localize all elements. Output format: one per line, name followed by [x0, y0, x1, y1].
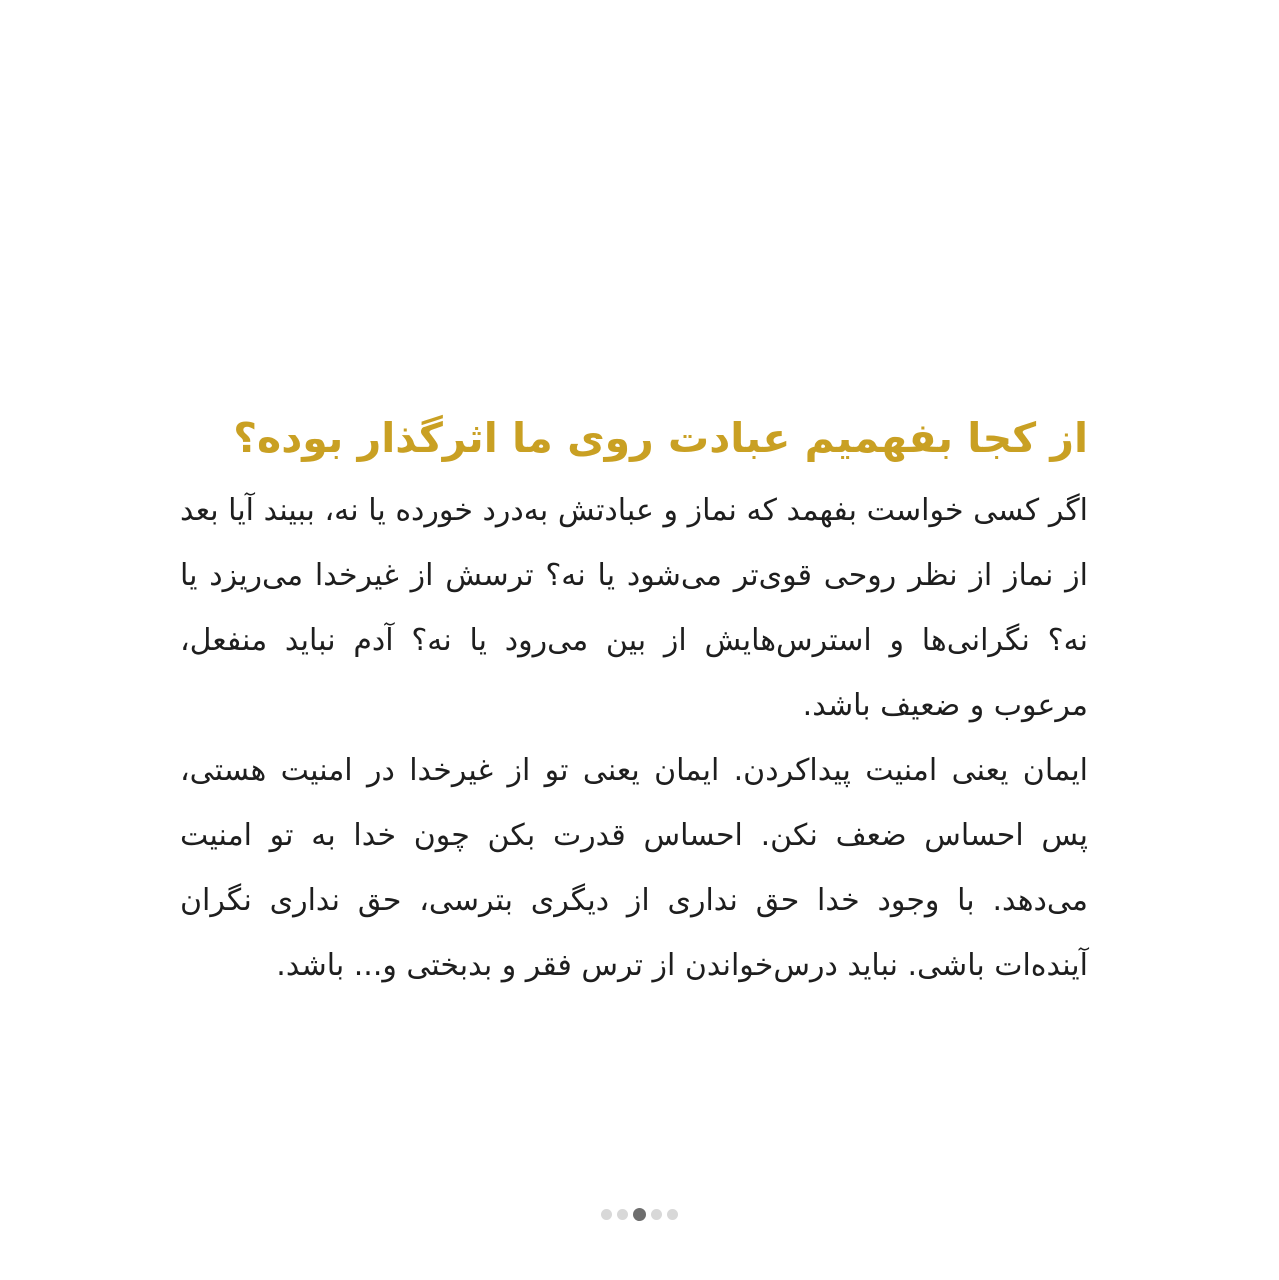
carousel-dot-2[interactable] — [617, 1209, 628, 1220]
paragraph-1: اگر کسی خواست بفهمد که نماز و عبادتش به‌درد خورده یا نه، ببیند آیا بعد از نماز از نظر روحی قوی‌تر می‌شود یا نه؟ ترسش از غیرخدا می‌ریزد یا نه؟ نگرانی‌ها و استرس‌هایش از بین می‌رود یا نه؟ آدم نباید منفعل، مرعوب و ضعیف باشد. — [180, 493, 1088, 723]
post-content — [180, 398, 1088, 998]
carousel-dot-4[interactable] — [651, 1209, 662, 1220]
carousel-dot-3-active[interactable] — [633, 1208, 646, 1221]
carousel-dot-5[interactable] — [667, 1209, 678, 1220]
paragraph-2: ایمان یعنی امنیت پیداکردن. ایمان یعنی تو از غیرخدا در امنیت هستی، پس احساس ضعف نکن. احساس قدرت بکن چون خدا به تو امنیت می‌دهد. با وجود خدا حق نداری از دیگری بترسی، حق نداری نگران آینده‌ات باشی. نباید درس‌خواندن از ترس فقر و بدبختی و... باشد. — [180, 753, 1088, 983]
carousel-dot-1[interactable] — [601, 1209, 612, 1220]
post-title: از کجا بفهمیم عبادت روی ما اثرگذار بوده؟ — [233, 414, 1088, 462]
carousel-indicator — [0, 1206, 1279, 1222]
